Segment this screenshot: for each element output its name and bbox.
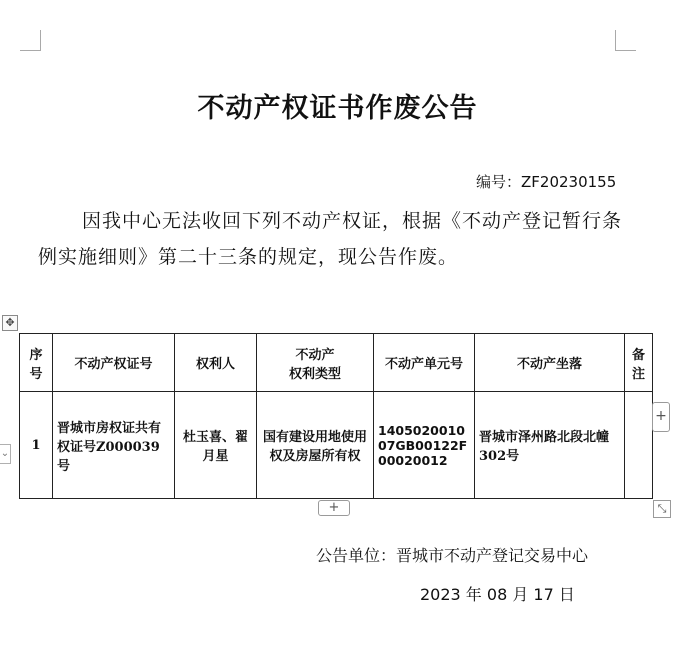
cell-unit-no: 140502001007GB00122F00020012	[374, 392, 475, 499]
header-right-type	[257, 334, 374, 392]
add-column-button[interactable]: +	[652, 402, 670, 432]
issuing-unit: 公告单位：晋城市不动产登记交易中心	[316, 546, 589, 565]
page-corner-mark-top-left	[20, 30, 41, 51]
cell-seq: 1	[20, 392, 53, 499]
header-remark: 备注	[625, 334, 653, 392]
document-title: 不动产权证书作废公告	[197, 93, 478, 124]
header-right-type-line2: 权利类型	[288, 366, 341, 382]
issue-date: 2023 年 08 月 17 日	[420, 585, 575, 604]
header-holder: 权利人	[175, 334, 257, 392]
add-row-button[interactable]: +	[318, 500, 350, 516]
table-resize-icon[interactable]: ⤡	[653, 500, 671, 518]
header-right-type-line1: 不动产	[295, 347, 335, 363]
header-cert-no: 不动产权证号	[53, 334, 175, 392]
cell-right-type: 国有建设用地使用权及房屋所有权	[257, 392, 374, 499]
cell-holder: 杜玉喜、翟月星	[175, 392, 257, 499]
header-location: 不动产坐落	[475, 334, 625, 392]
announcement-body: 因我中心无法收回下列不动产权证，根据《不动产登记暂行条例实施细则》第二十三条的规定，现公告作废。	[38, 210, 623, 268]
table-move-handle-icon[interactable]: ✥	[2, 315, 18, 331]
certificate-table	[19, 333, 653, 499]
header-unit-no: 不动产单元号	[374, 334, 475, 392]
cell-location: 晋城市泽州路北段北幢302号	[475, 392, 625, 499]
chevron-down-icon[interactable]: ⌄	[0, 444, 11, 464]
cell-cert-no: 晋城市房权证共有权证号Z000039号	[53, 392, 175, 499]
serial-number: 编号：ZF20230155	[476, 173, 617, 191]
cell-remark	[625, 392, 653, 499]
page-corner-mark-top-right	[615, 30, 636, 51]
table-row	[20, 392, 653, 499]
header-seq: 序号	[20, 334, 53, 392]
table-header-row	[20, 334, 653, 392]
